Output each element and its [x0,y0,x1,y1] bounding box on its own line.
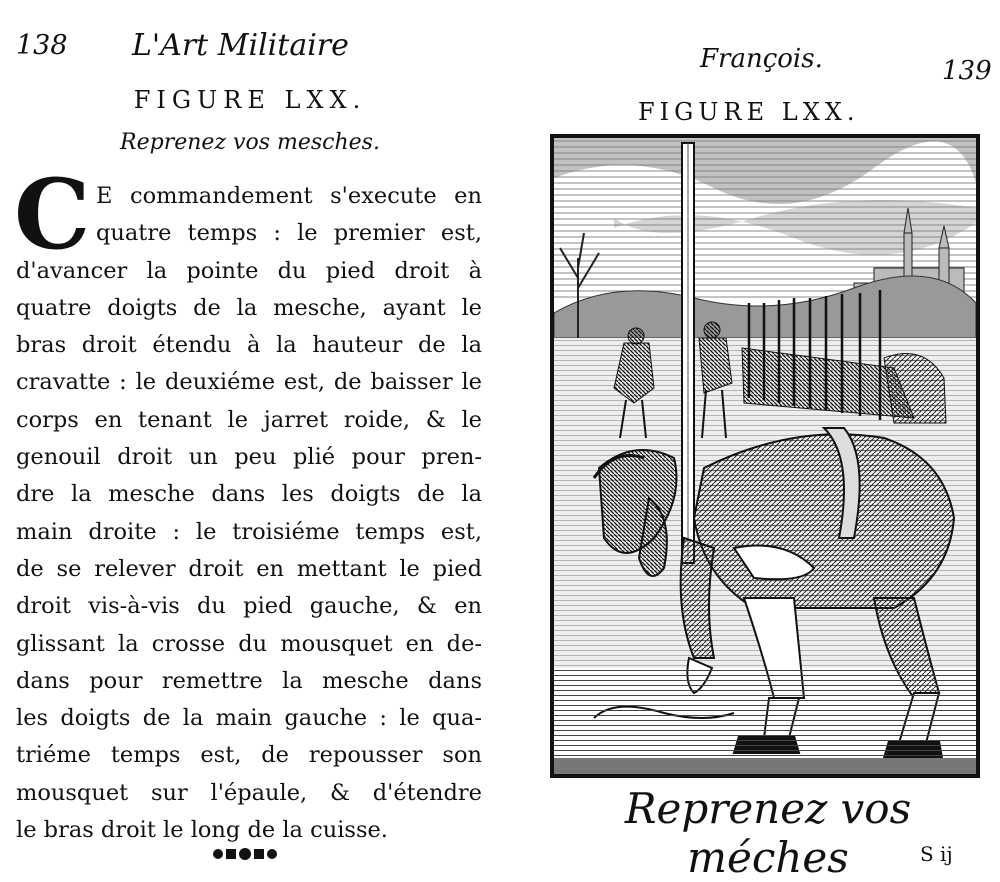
section-subtitle: Reprenez vos mesches. [120,130,380,155]
text-line: corps en tenant le jarret roide, & le [16,406,482,433]
text-line: genouil droit un peu plié pour pren- [16,444,482,471]
right-page [500,0,1000,882]
engraving-illustration [550,134,980,778]
text-line: glissant la crosse du mousquet en de- [16,630,482,657]
text-line: dre la mesche dans les doigts de la [16,481,482,508]
figure-heading: FIGURE LXX. [133,86,367,114]
figure-heading: FIGURE LXX. [638,98,860,126]
text-line: le bras droit le long de la cuisse. [16,817,388,844]
text-line: droit vis-à-vis du pied gauche, & en [16,593,482,620]
page-number: 139 [942,56,992,86]
running-title: L'Art Militaire [132,28,349,63]
text-line: E commandement s'execute en [96,183,482,209]
text-line: main droite : le troisiéme temps est, [16,518,482,545]
engraving-caption: Reprenez vos méches [624,784,912,882]
text-line: dans pour remettre la mesche dans [16,667,482,694]
engraving-drawing [554,138,976,774]
signature-mark: S ij [920,842,953,866]
drop-cap: C [14,158,91,271]
text-line: de se relever droit en mettant le pied [16,555,482,582]
body-text [14,158,482,849]
text-line: quatre temps : le premier est, [96,220,482,247]
text-line: bras droit étendu à la hauteur de la [16,332,482,359]
text-line: d'avancer la pointe du pied droit à [16,257,482,284]
page-number: 138 [16,30,68,61]
text-line: cravatte : le deuxiéme est, de baisser le [16,369,482,396]
text-line: quatre doigts de la mesche, ayant le [16,294,482,321]
text-line: les doigts de la main gauche : le qua- [16,705,482,732]
text-line: mousquet sur l'épaule, & d'étendre [16,779,482,806]
ornament-icon [210,844,280,864]
running-title: François. [700,44,823,74]
text-line: triéme temps est, de repousser son [16,742,482,769]
